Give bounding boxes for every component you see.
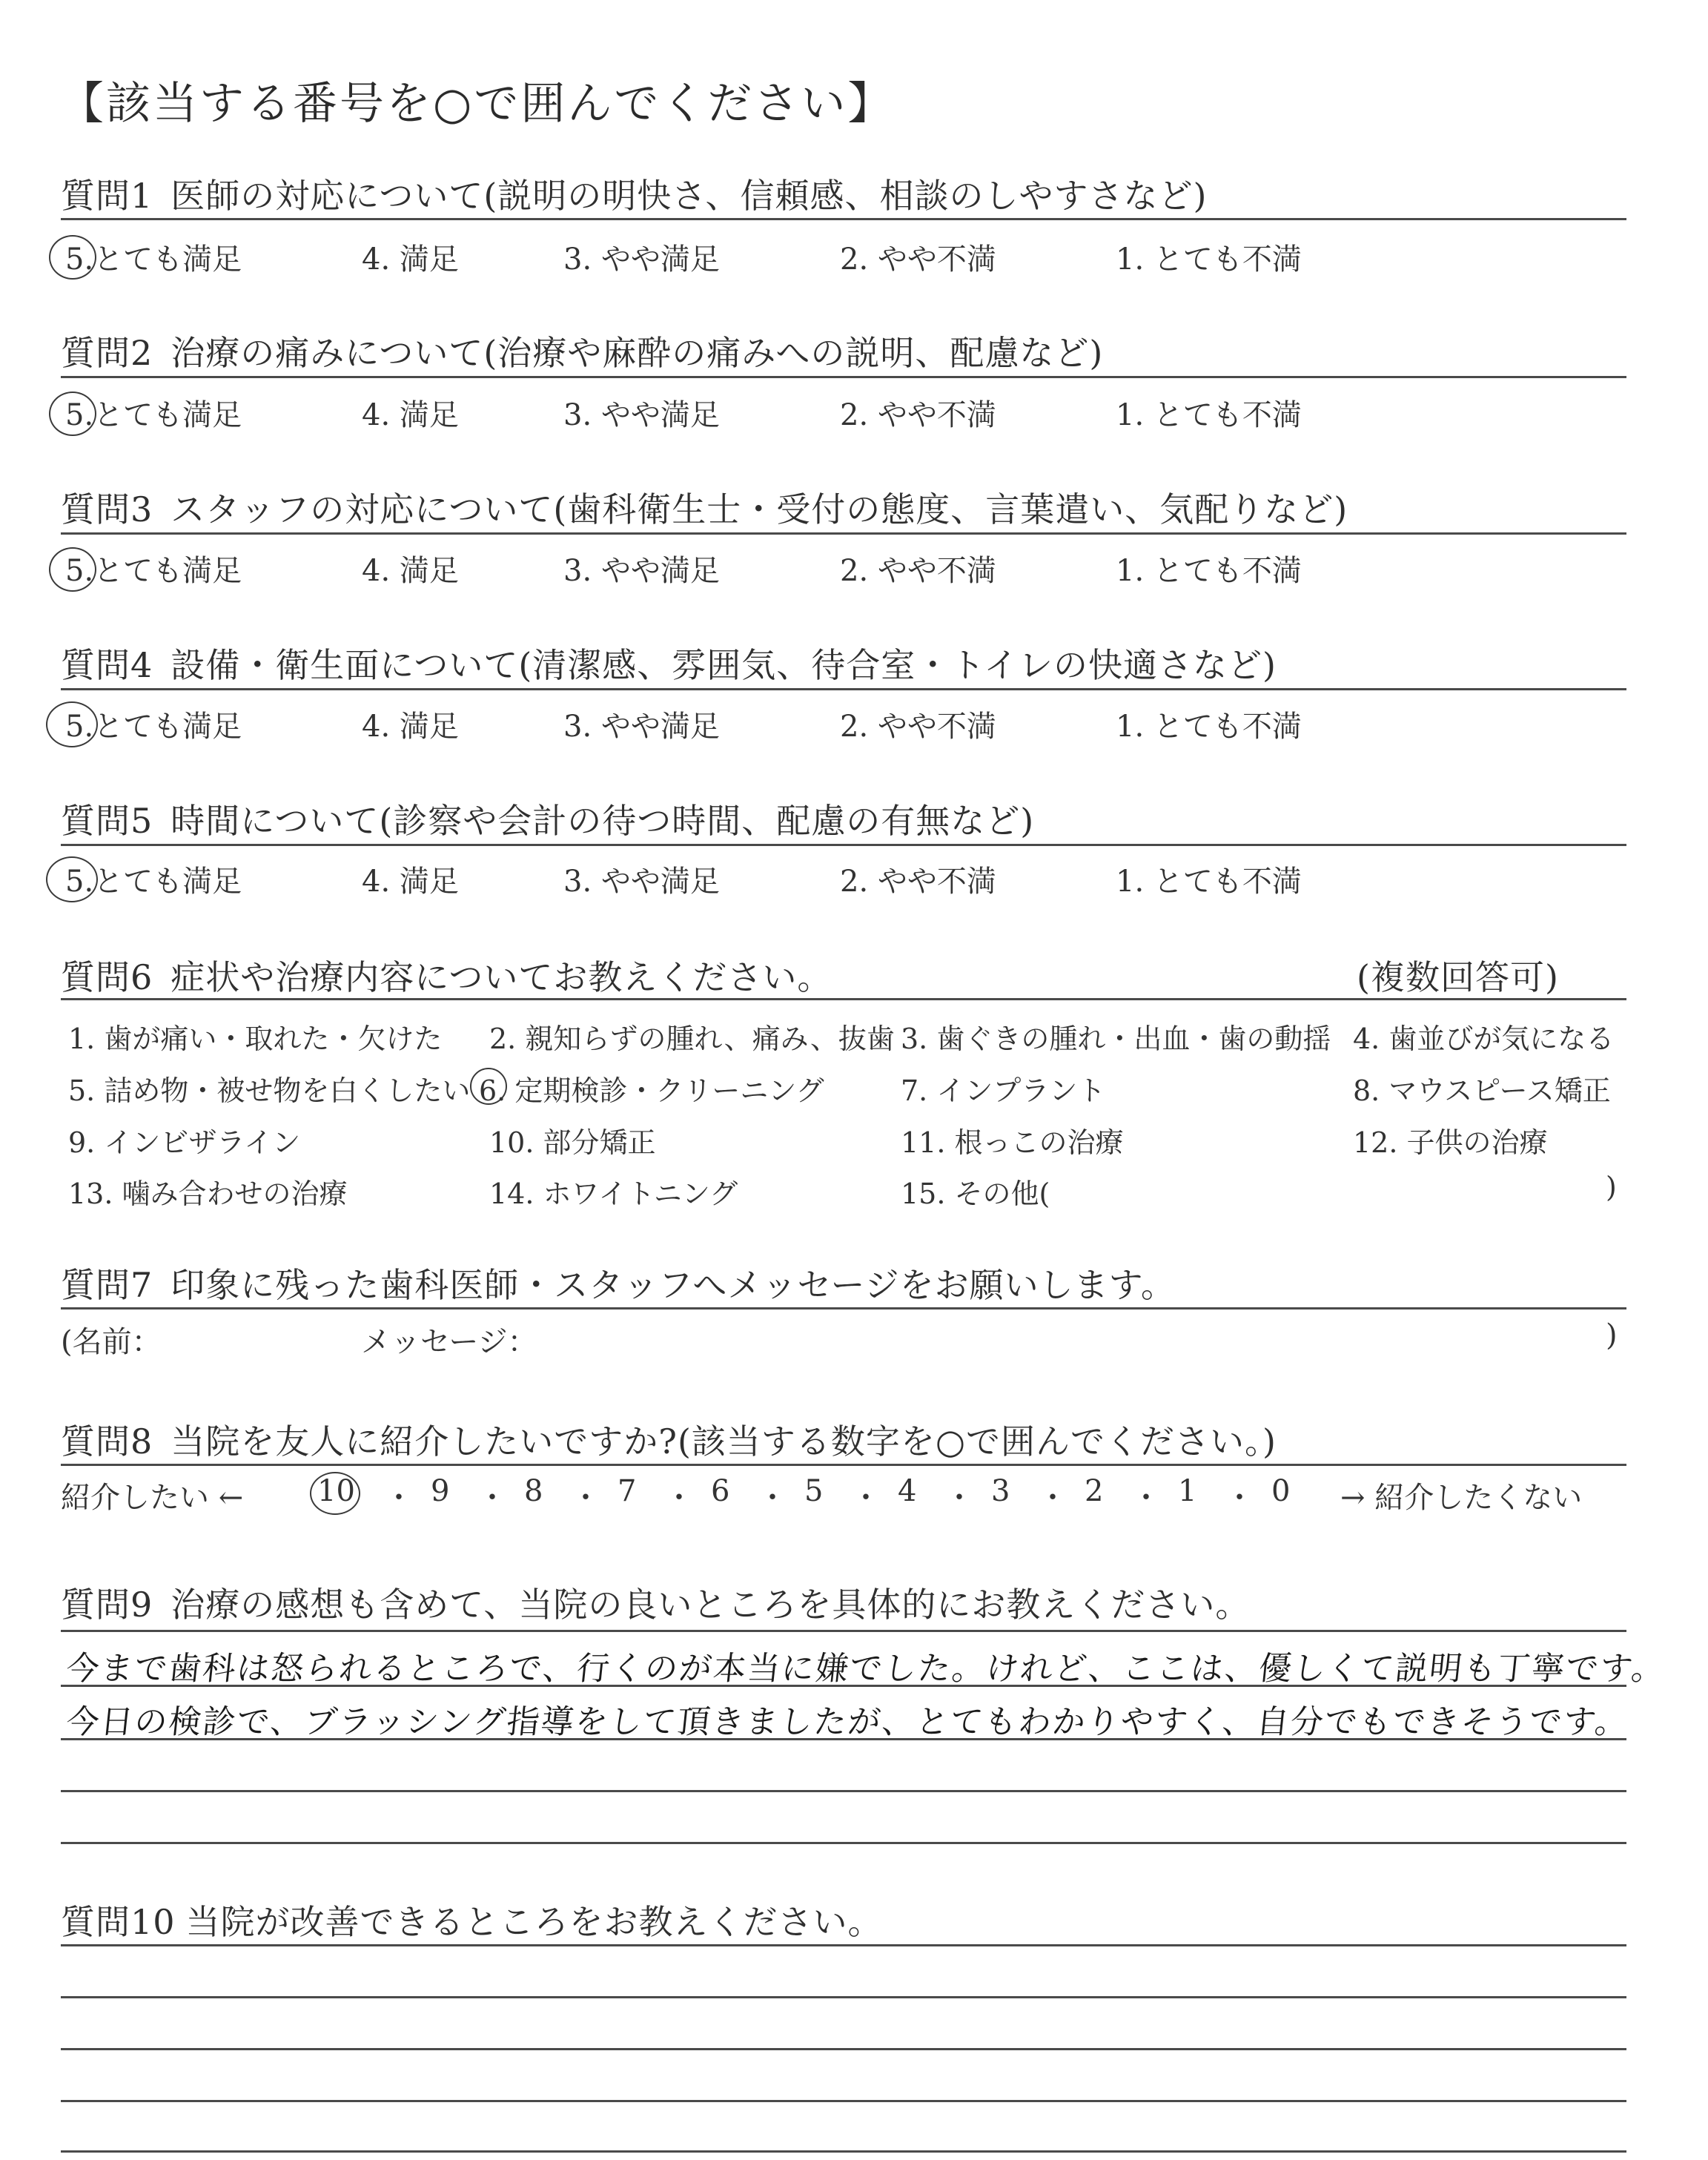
message-label: メッセージ：	[361, 1325, 537, 1359]
q6-option-2[interactable]: 2. 親知らずの腫れ、痛み、抜歯	[489, 1023, 895, 1055]
q6-option-14[interactable]: 14. ホワイトニング	[489, 1178, 738, 1210]
answer-line	[61, 2150, 1626, 2153]
scale-6[interactable]: 6	[711, 1474, 730, 1508]
q6-option-11[interactable]: 11. 根っこの治療	[901, 1126, 1124, 1159]
q6-option-9[interactable]: 9. インビザライン	[68, 1126, 301, 1159]
option-1[interactable]: 1. とても不満	[1116, 710, 1302, 744]
q6-option-5[interactable]: 5. 詰め物・被せ物を白くしたい	[68, 1074, 471, 1107]
option-4[interactable]: 4. 満足	[362, 865, 459, 899]
option-1[interactable]: 1. とても不満	[1116, 242, 1302, 277]
question-9	[61, 1578, 1250, 1627]
question-number: 質問9	[61, 1585, 153, 1625]
answer-line	[61, 1842, 1626, 1844]
option-1[interactable]: 1. とても不満	[1116, 398, 1302, 432]
recommend-right-label: → 紹介したくない	[1340, 1481, 1583, 1515]
q6-option-10[interactable]: 10. 部分矯正	[489, 1126, 656, 1159]
question-text: 医師の対応について(説明の明快さ、信頼感、相談のしやすさなど)	[171, 176, 1208, 216]
question-4	[61, 638, 1277, 687]
option-1[interactable]: 1. とても不満	[1116, 865, 1302, 899]
question-text: 当院が改善できるところをお教えください。	[185, 1902, 883, 1942]
scale-1[interactable]: 1	[1178, 1474, 1197, 1508]
answer-line	[61, 1996, 1626, 1998]
question-text: 治療の痛みについて(治療や麻酔の痛みへの説明、配慮など)	[171, 333, 1104, 373]
q6-option-8[interactable]: 8. マウスピース矯正	[1353, 1074, 1611, 1107]
question-1	[61, 169, 1207, 218]
question-number: 質問4	[61, 645, 153, 685]
answer-line	[61, 1685, 1626, 1687]
question-number: 質問2	[61, 333, 153, 373]
question-rule	[61, 376, 1626, 378]
q6-option-15[interactable]: 15. その他(	[901, 1178, 1050, 1210]
question-number: 質問6	[61, 957, 153, 997]
answer-line	[61, 1630, 1626, 1632]
q6-option-3[interactable]: 3. 歯ぐきの腫れ・出血・歯の動揺	[901, 1023, 1331, 1055]
question-text: 設備・衛生面について(清潔感、雰囲気、待合室・トイレの快適さなど)	[171, 645, 1277, 685]
scale-dot: ・	[477, 1481, 507, 1515]
question-number: 質問3	[61, 489, 153, 529]
question-number: 質問7	[61, 1265, 153, 1305]
question-text: 治療の感想も含めて、当院の良いところを具体的にお教えください。	[171, 1585, 1251, 1625]
option-1[interactable]: 1. とても不満	[1116, 554, 1302, 588]
option-3[interactable]: 3. やや満足	[563, 710, 720, 744]
question-text: 印象に残った歯科医師・スタッフへメッセージをお願いします。	[171, 1265, 1176, 1305]
scale-3[interactable]: 3	[991, 1474, 1010, 1508]
option-3[interactable]: 3. やや満足	[563, 242, 720, 277]
question-text: 症状や治療内容についてお教えください。	[171, 957, 833, 997]
scale-dot: ・	[664, 1481, 694, 1515]
question-rule	[61, 532, 1626, 535]
question-7	[61, 1258, 1176, 1307]
page-title: 【該当する番号を○で囲んでください】	[59, 78, 895, 130]
scale-8[interactable]: 8	[524, 1474, 543, 1508]
question-rule	[61, 218, 1626, 220]
q6-option-1[interactable]: 1. 歯が痛い・取れた・欠けた	[68, 1023, 443, 1055]
question-rule	[61, 844, 1626, 846]
scale-dot: ・	[1038, 1481, 1068, 1515]
answer-line	[61, 1790, 1626, 1792]
option-3[interactable]: 3. やや満足	[563, 865, 720, 899]
answer-line	[61, 1944, 1626, 1946]
question-number: 質問10	[61, 1902, 176, 1942]
question-rule	[61, 998, 1626, 1000]
option-2[interactable]: 2. やや不満	[840, 554, 996, 588]
scale-dot: ・	[851, 1481, 881, 1515]
scale-0[interactable]: 0	[1271, 1474, 1291, 1508]
option-5[interactable]: 5.とても満足	[65, 242, 242, 277]
name-label: (名前：	[61, 1325, 162, 1359]
option-5[interactable]: 5.とても満足	[65, 398, 242, 432]
message-close: )	[1606, 1318, 1618, 1353]
option-3[interactable]: 3. やや満足	[563, 554, 720, 588]
question-text: スタッフの対応について(歯科衛生士・受付の態度、言葉遣い、気配りなど)	[171, 489, 1348, 529]
option-2[interactable]: 2. やや不満	[840, 865, 996, 899]
answer-line	[61, 2048, 1626, 2050]
option-4[interactable]: 4. 満足	[362, 710, 459, 744]
scale-10[interactable]: 10	[317, 1474, 355, 1508]
q6-option-12[interactable]: 12. 子供の治療	[1353, 1126, 1548, 1159]
q6-option-4[interactable]: 4. 歯並びが気になる	[1353, 1023, 1615, 1055]
scale-dot: ・	[1131, 1481, 1161, 1515]
scale-5[interactable]: 5	[804, 1474, 824, 1508]
option-4[interactable]: 4. 満足	[362, 242, 459, 277]
question-rule	[61, 688, 1626, 690]
option-4[interactable]: 4. 満足	[362, 554, 459, 588]
option-4[interactable]: 4. 満足	[362, 398, 459, 432]
scale-7[interactable]: 7	[618, 1474, 637, 1508]
handwritten-answer-line-1: 今まで歯科は怒られるところで、行くのが本当に嫌でした。けれど、ここは、優しくて説明も丁寧です。	[64, 1650, 1668, 1688]
option-2[interactable]: 2. やや不満	[840, 242, 996, 277]
question-2	[61, 326, 1103, 375]
option-3[interactable]: 3. やや満足	[563, 398, 720, 432]
answer-line	[61, 1738, 1626, 1740]
multiple-answer-note: (複数回答可)	[1357, 957, 1559, 997]
scale-2[interactable]: 2	[1085, 1474, 1104, 1508]
option-5[interactable]: 5.とても満足	[65, 710, 242, 744]
scale-dot: ・	[1225, 1481, 1254, 1515]
scale-9[interactable]: 9	[431, 1474, 450, 1508]
recommend-left-label: 紹介したい ←	[61, 1481, 244, 1515]
option-2[interactable]: 2. やや不満	[840, 710, 996, 744]
question-5	[61, 794, 1034, 843]
scale-dot: ・	[571, 1481, 600, 1515]
q6-option-13[interactable]: 13. 噛み合わせの治療	[68, 1178, 348, 1210]
question-text: 当院を友人に紹介したいですか?(該当する数字を○で囲んでください。)	[171, 1421, 1277, 1462]
question-number: 質問8	[61, 1421, 153, 1462]
question-rule	[61, 1307, 1626, 1309]
question-rule	[61, 1464, 1626, 1466]
handwritten-answer-line-2: 今日の検診で、ブラッシング指導をして頂きましたが、とてもわかりやすく、自分でもできそうです。	[64, 1703, 1632, 1741]
q6-other-close: )	[1606, 1171, 1617, 1203]
q6-option-7[interactable]: 7. インプラント	[901, 1074, 1106, 1107]
scale-dot: ・	[944, 1481, 974, 1515]
question-6	[61, 951, 832, 1000]
option-2[interactable]: 2. やや不満	[840, 398, 996, 432]
scale-dot: ・	[758, 1481, 787, 1515]
question-number: 質問5	[61, 801, 153, 841]
question-text: 時間について(診察や会計の待つ時間、配慮の有無など)	[171, 801, 1035, 841]
scale-dot: ・	[384, 1481, 414, 1515]
scale-4[interactable]: 4	[898, 1474, 917, 1508]
option-5[interactable]: 5.とても満足	[65, 554, 242, 588]
q6-option-6[interactable]: 6. 定期検診・クリーニング	[479, 1074, 824, 1107]
question-8	[61, 1415, 1277, 1464]
question-10	[61, 1895, 883, 1944]
answer-line	[61, 2100, 1626, 2102]
question-number: 質問1	[61, 176, 153, 216]
question-3	[61, 483, 1348, 532]
option-5[interactable]: 5.とても満足	[65, 865, 242, 899]
